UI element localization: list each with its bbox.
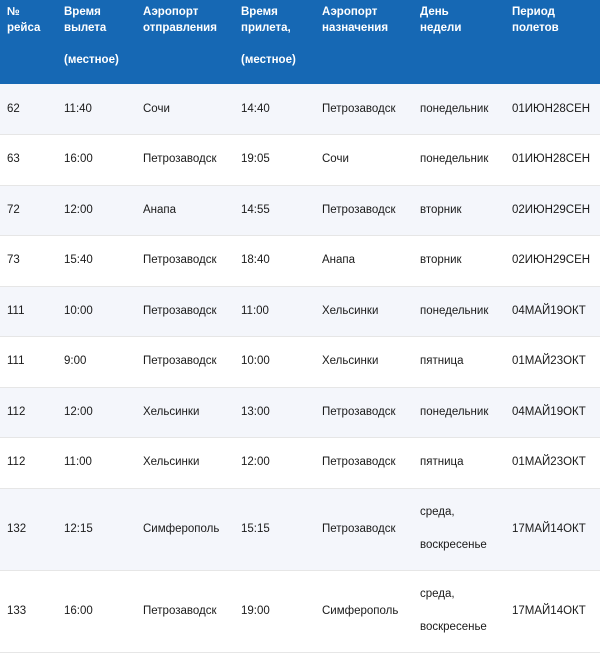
arrival-airport-cell: Петрозаводск (322, 522, 396, 535)
weekday-cell (413, 488, 505, 570)
weekday-cell (413, 286, 505, 337)
period-cell: 04МАЙ19ОКТ (512, 304, 586, 317)
departure-time-cell: 10:00 (64, 304, 93, 317)
arrival-time-cell: 11:00 (241, 304, 269, 317)
flight-number-cell: 73 (7, 254, 20, 267)
departure-time-cell: 12:15 (64, 522, 93, 535)
departure-airport-cell: Анапа (143, 203, 177, 216)
weekday-label: воскресенье (420, 621, 487, 633)
flight-number-cell: 62 (7, 102, 20, 115)
table-header-row (0, 0, 600, 84)
departure-time-cell: 11:00 (64, 456, 92, 469)
departure-time-cell: 12:00 (64, 405, 93, 418)
table-row (0, 185, 600, 236)
weekday-label: понедельник (420, 102, 489, 115)
weekday-cell (413, 570, 505, 652)
period-cell: 04МАЙ19ОКТ (512, 405, 586, 418)
departure-time-cell: 9:00 (64, 355, 87, 368)
flight-number-cell: 133 (7, 604, 27, 617)
table-row (0, 286, 600, 337)
arrival-airport-cell: Петрозаводск (322, 456, 396, 469)
departure-airport-cell: Петрозаводск (143, 355, 217, 368)
weekday-label: понедельник (420, 304, 489, 317)
departure-airport-cell: Хельсинки (143, 405, 200, 418)
header-flight-number: № рейса (7, 6, 41, 34)
departure-airport-cell: Хельсинки (143, 456, 200, 469)
departure-time-cell: 15:40 (64, 254, 93, 267)
table-row (0, 337, 600, 388)
departure-time-cell: 11:40 (64, 102, 92, 115)
departure-airport-cell: Симферополь (143, 522, 220, 535)
arrival-airport-cell: Анапа (322, 254, 356, 267)
weekday-label: пятница (420, 456, 464, 469)
weekday-label: вторник (420, 254, 462, 267)
weekday-cell (413, 438, 505, 489)
weekday-label: среда, (420, 506, 455, 518)
header-arrival-time: Время прилета, (местное) (241, 6, 296, 66)
arrival-airport-cell: Петрозаводск (322, 102, 396, 115)
arrival-time-cell: 12:00 (241, 456, 270, 469)
header-arrival-airport: Аэропорт назначения (322, 6, 389, 34)
table-row (0, 84, 600, 135)
schedule-rows (0, 84, 600, 652)
flight-number-cell: 111 (7, 355, 25, 368)
arrival-time-cell: 13:00 (241, 405, 270, 418)
weekday-cell (413, 387, 505, 438)
departure-time-cell: 12:00 (64, 203, 93, 216)
weekday-label: вторник (420, 203, 462, 216)
table-row (0, 236, 600, 287)
flight-number-cell: 112 (7, 456, 26, 469)
header-departure-airport: Аэропорт отправления (143, 6, 217, 34)
departure-time-cell: 16:00 (64, 604, 93, 617)
arrival-airport-cell: Симферополь (322, 604, 399, 617)
arrival-time-cell: 18:40 (241, 254, 270, 267)
table-row (0, 570, 600, 652)
flight-number-cell: 63 (7, 153, 20, 166)
weekday-cell (413, 236, 505, 287)
weekday-label: воскресенье (420, 539, 487, 551)
arrival-time-cell: 10:00 (241, 355, 270, 368)
arrival-time-cell: 19:05 (241, 153, 270, 166)
departure-airport-cell: Петрозаводск (143, 153, 217, 166)
weekday-label: понедельник (420, 405, 489, 418)
period-cell: 01ИЮН28СЕН (512, 102, 591, 115)
flight-number-cell: 132 (7, 522, 27, 535)
weekday-label: пятница (420, 355, 464, 368)
departure-airport-cell: Петрозаводск (143, 304, 217, 317)
period-cell: 17МАЙ14ОКТ (512, 522, 586, 535)
arrival-airport-cell: Хельсинки (322, 304, 379, 317)
table-row (0, 387, 600, 438)
header-period: Период полетов (512, 6, 559, 34)
period-cell: 01МАЙ23ОКТ (512, 456, 586, 469)
arrival-airport-cell: Петрозаводск (322, 405, 396, 418)
flight-number-cell: 111 (7, 304, 25, 317)
table-row (0, 438, 600, 489)
weekday-label: понедельник (420, 153, 489, 166)
weekday-label: среда, (420, 588, 455, 600)
table-row (0, 135, 600, 186)
arrival-airport-cell: Хельсинки (322, 355, 379, 368)
table-row (0, 488, 600, 570)
arrival-time-cell: 14:55 (241, 203, 270, 216)
flight-number-cell: 72 (7, 203, 20, 216)
arrival-time-cell: 14:40 (241, 102, 270, 115)
arrival-time-cell: 15:15 (241, 522, 270, 535)
period-cell: 17МАЙ14ОКТ (512, 604, 586, 617)
arrival-airport-cell: Петрозаводск (322, 203, 396, 216)
period-cell: 02ИЮН29СЕН (512, 203, 591, 216)
period-cell: 02ИЮН29СЕН (512, 254, 591, 267)
header-departure-time: Время вылета (местное) (64, 6, 119, 66)
departure-airport-cell: Петрозаводск (143, 254, 217, 267)
flight-number-cell: 112 (7, 405, 26, 418)
arrival-time-cell: 19:00 (241, 604, 270, 617)
arrival-airport-cell: Сочи (322, 153, 349, 166)
weekday-cell (413, 84, 505, 135)
weekday-cell (413, 185, 505, 236)
weekday-cell (413, 135, 505, 186)
period-cell: 01ИЮН28СЕН (512, 153, 591, 166)
weekday-cell (413, 337, 505, 388)
departure-airport-cell: Петрозаводск (143, 604, 217, 617)
departure-airport-cell: Сочи (143, 102, 170, 115)
header-weekday: День недели (420, 6, 462, 34)
period-cell: 01МАЙ23ОКТ (512, 355, 586, 368)
departure-time-cell: 16:00 (64, 153, 93, 166)
